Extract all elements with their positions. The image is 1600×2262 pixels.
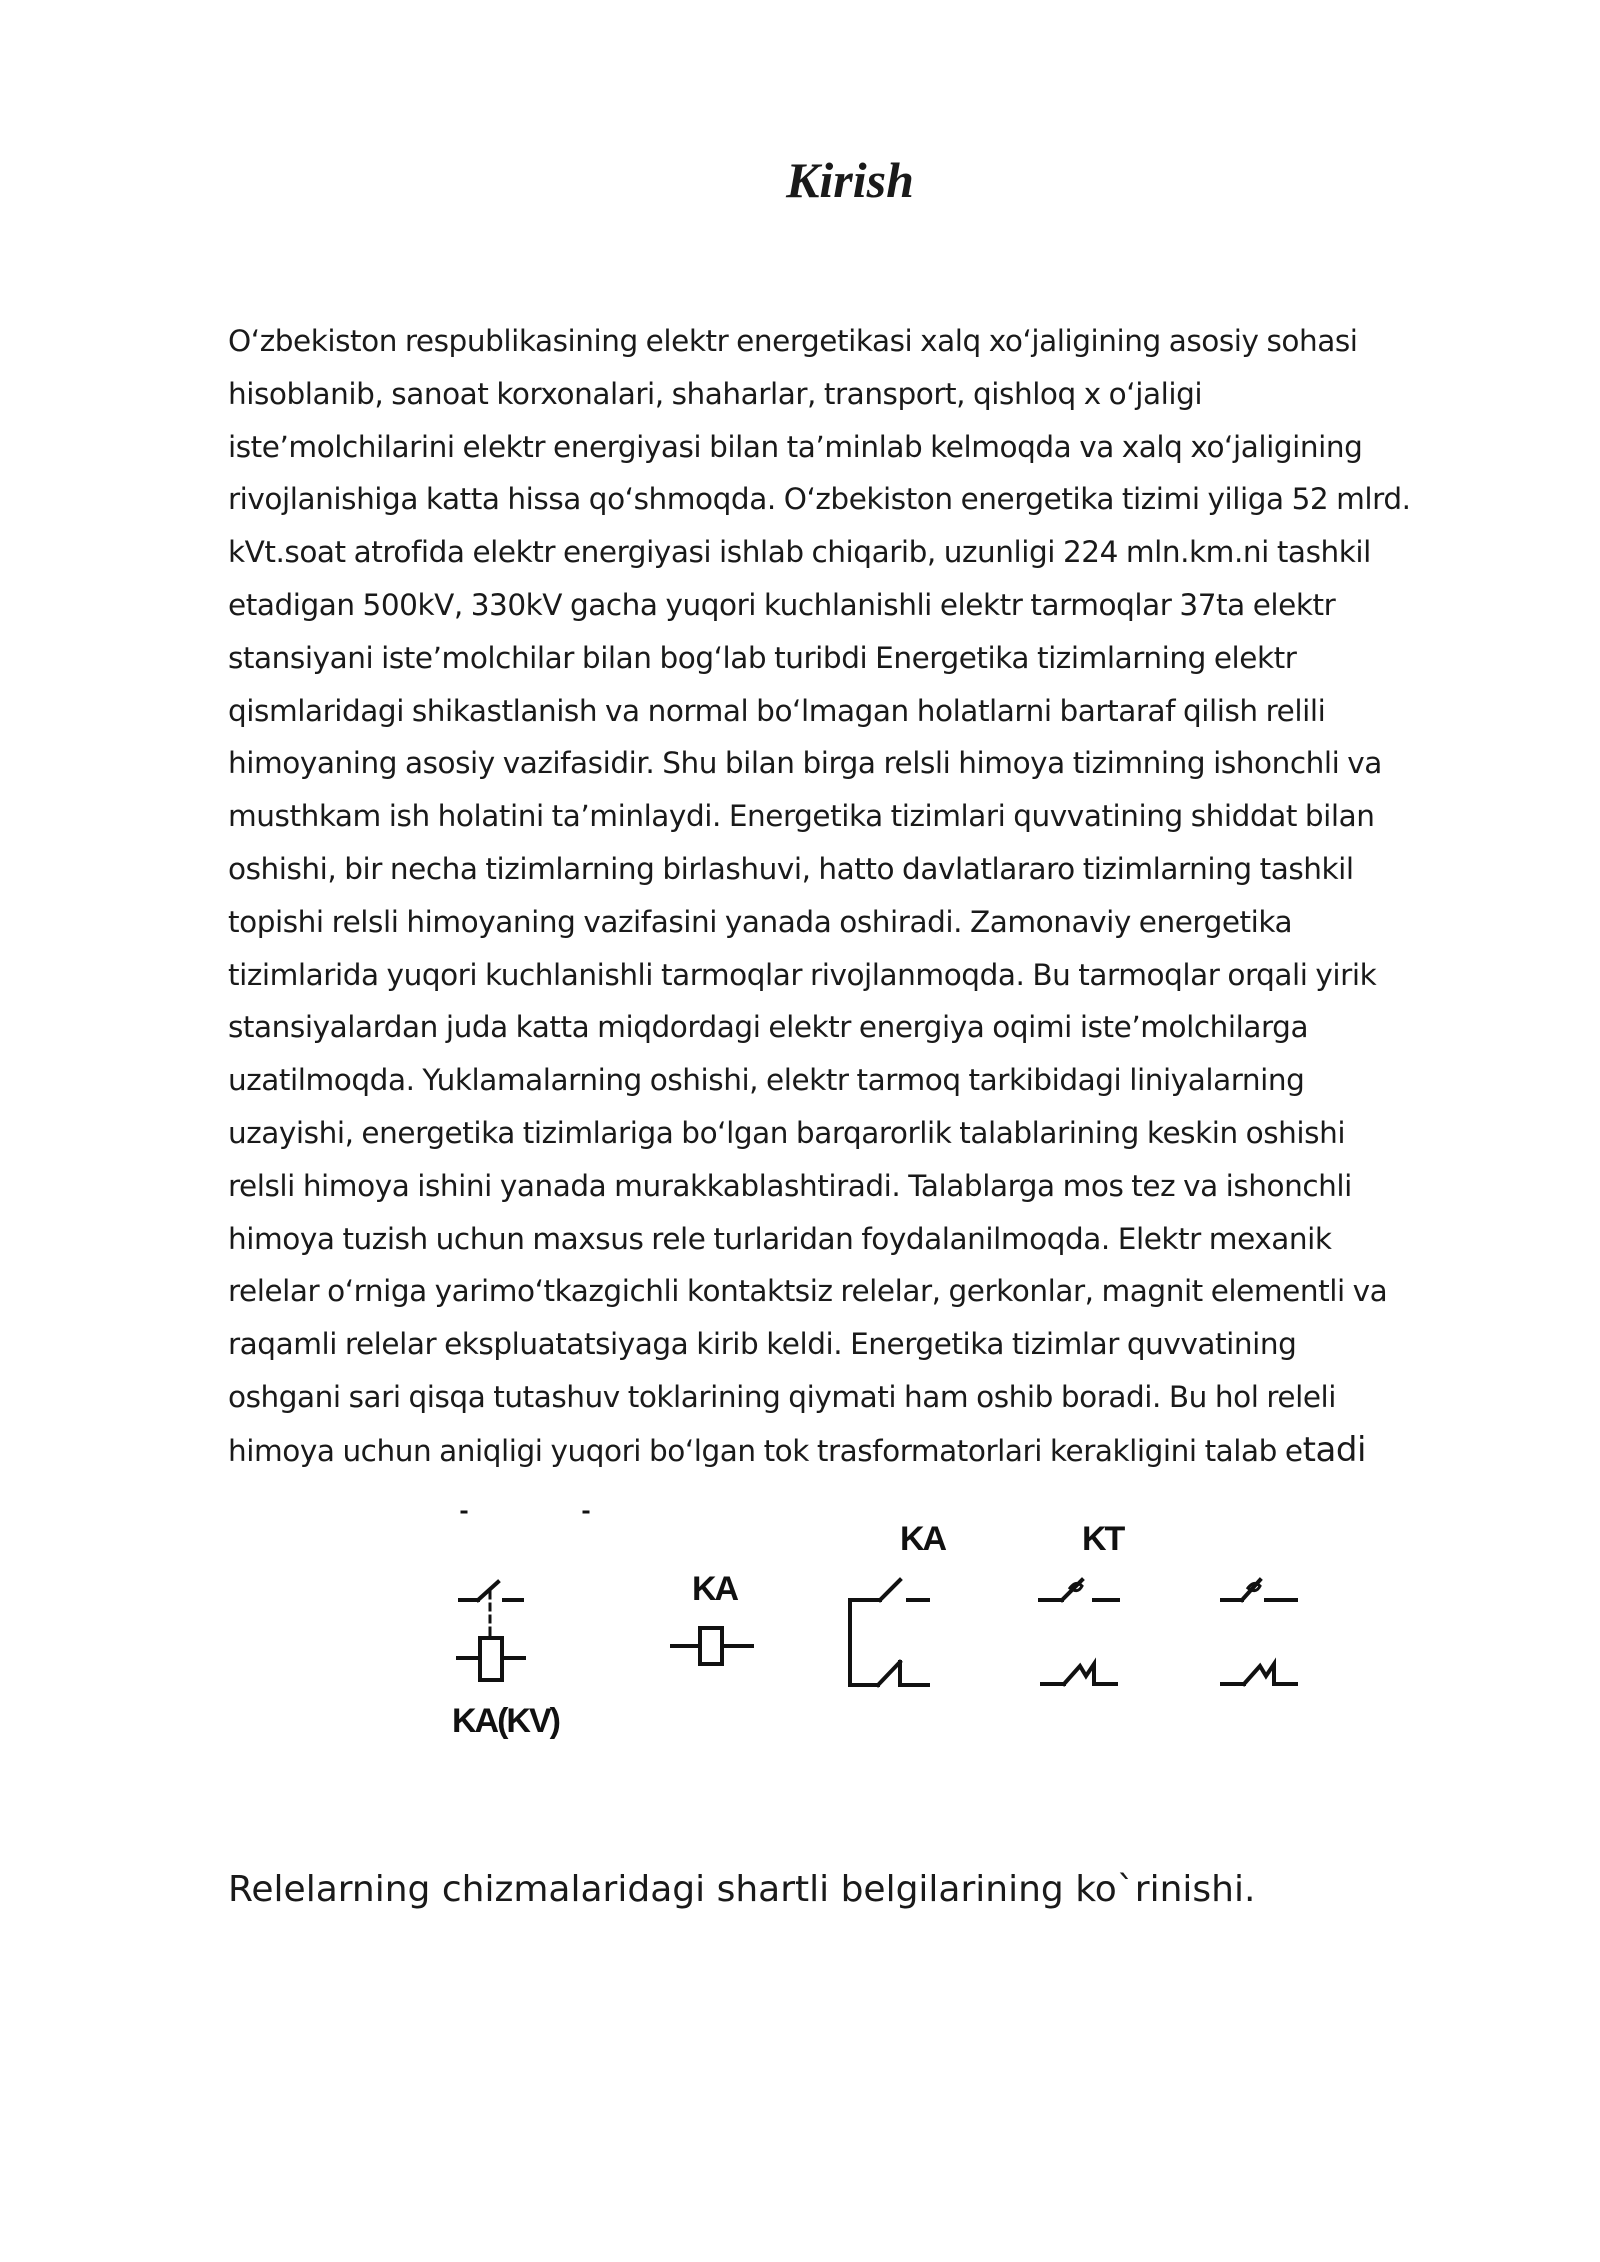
paragraph-line: etadigan 500kV, 330kV gacha yuqori kuchlanishli elektr tarmoqlar 37ta elektr: [228, 587, 1336, 622]
paragraph-line: tizimlarida yuqori kuchlanishli tarmoqlar rivojlanmoqda. Bu tarmoqlar orqali yirik: [228, 957, 1377, 992]
paragraph-line: rivojlanishiga katta hissa qo‘shmoqda. O‘zbekiston energetika tizimi yiliga 52 mlrd.: [228, 482, 1411, 517]
paragraph-line: uzatilmoqda. Yuklamalarning oshishi, elektr tarmoq tarkibidagi liniyalarning: [228, 1063, 1305, 1098]
relay-symbols-figure: [430, 1500, 1380, 1760]
paragraph-line: stansiyani iste’molchilar bilan bog‘lab turibdi Energetika tizimlarning elektr: [228, 640, 1297, 675]
label-ka-coil: KA: [692, 1570, 738, 1608]
paragraph-line: topishi relsli himoyaning vazifasini yanada oshiradi. Zamonaviy energetika: [228, 904, 1293, 939]
paragraph-line: stansiyalardan juda katta miqdordagi elektr energiya oqimi iste’molchilarga: [228, 1010, 1309, 1045]
paragraph-line: qismlaridagi shikastlanish va normal bo‘lmagan holatlarni bartaraf qilish relili: [228, 693, 1326, 728]
intro-paragraph: [228, 315, 1498, 1478]
paragraph-line: oshgani sari qisqa tutashuv toklarining qiymati ham oshib boradi. Bu hol releli: [228, 1379, 1337, 1414]
paragraph-line: uzayishi, energetika tizimlariga bo‘lgan barqarorlik talablarining keskin oshishi: [228, 1115, 1346, 1150]
paragraph-line: kVt.soat atrofida elektr energiyasi ishlab chiqarib, uzunligi 224 mln.km.ni tashkil: [228, 535, 1371, 570]
paragraph-line: iste’molchilarini elektr energiyasi bilan ta’minlab kelmoqda va xalq xo‘jaligining: [228, 429, 1363, 464]
paragraph-line: oshishi, bir necha tizimlarning birlashuvi, hatto davlatlararo tizimlarning tashkil: [228, 851, 1354, 886]
label-kt: KT: [1082, 1520, 1124, 1558]
label-ka-kv: KA(KV): [452, 1702, 559, 1740]
paragraph-line: raqamli relelar ekspluatatsiyaga kirib keldi. Energetika tizimlar quvvatining: [228, 1327, 1297, 1362]
paragraph-last-line: [228, 1424, 1498, 1478]
relay-contacts-symbol: [850, 1580, 928, 1685]
label-ka-contacts: KA: [900, 1520, 946, 1558]
relay-coil-symbol: [672, 1628, 752, 1664]
paragraph-line: himoya tuzish uchun maxsus rele turlaridan foydalanilmoqda. Elektr mexanik: [228, 1221, 1332, 1256]
figure-caption: Relelarning chizmalaridagi shartli belgilarining ko`rinishi.: [228, 1869, 1256, 1910]
paragraph-line: O‘zbekiston respublikasining elektr energetikasi xalq xo‘jaligining asosiy sohasi: [228, 324, 1358, 358]
paragraph-line: relsli himoya ishini yanada murakkablashtiradi. Talablarga mos tez va ishonchli: [228, 1168, 1352, 1203]
paragraph-line: musthkam ish holatini ta’minlaydi. Energetika tizimlari quvvatining shiddat bilan: [228, 799, 1375, 834]
last-line-tail: tadi: [1302, 1429, 1366, 1470]
time-relay-contacts-symbol: [1040, 1580, 1118, 1684]
relay-coil-with-contact-symbol: [458, 1582, 524, 1680]
last-line-main: himoya uchun aniqligi yuqori bo‘lgan tok trasformatorlari kerakligini talab e: [228, 1433, 1303, 1468]
page-title: Kirish: [786, 152, 914, 208]
relay-symbols-drawing: [430, 1500, 1380, 1760]
paragraph-line: hisoblanib, sanoat korxonalari, shaharlar, transport, qishloq x o‘jaligi: [228, 376, 1203, 411]
time-delay-contacts-symbol: [1222, 1580, 1296, 1684]
paragraph-line: himoyaning asosiy vazifasidir. Shu bilan birga relsli himoya tizimning ishonchli va: [228, 746, 1382, 781]
paragraph-line: relelar o‘rniga yarimo‘tkazgichli kontaktsiz relelar, gerkonlar, magnit elementli va: [228, 1274, 1388, 1309]
